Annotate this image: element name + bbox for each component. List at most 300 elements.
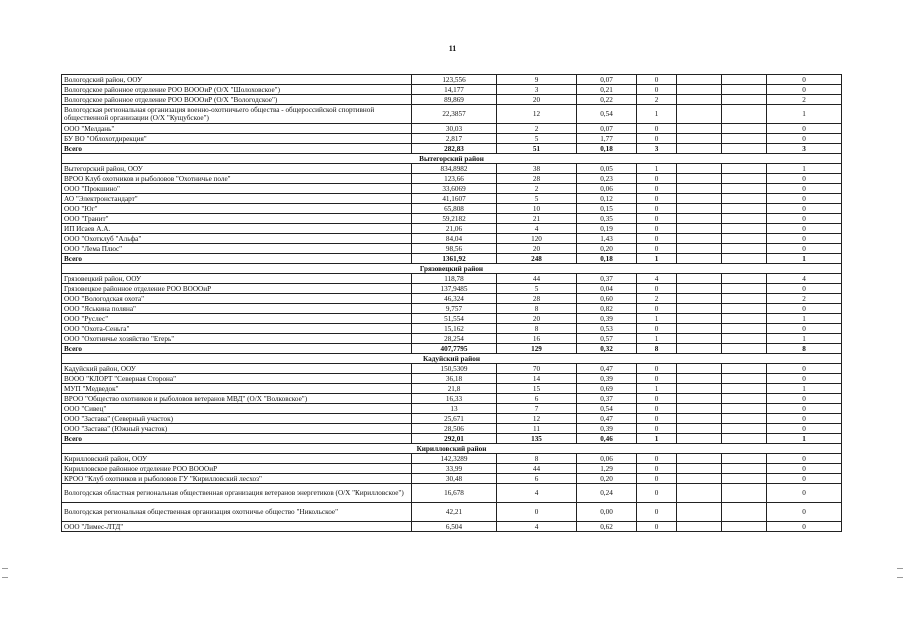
count-cell: 11 — [497, 424, 577, 434]
table-row — [62, 204, 842, 214]
density-cell: 0,07 — [577, 124, 637, 134]
density-cell: 1,29 — [577, 464, 637, 474]
value-d-cell: 0 — [767, 204, 842, 214]
section-title: Кирилловский район — [62, 444, 842, 454]
area-cell: 137,9485 — [412, 284, 497, 294]
area-cell: 28,254 — [412, 334, 497, 344]
value-b-cell — [677, 394, 722, 404]
table-row — [62, 95, 842, 105]
organization-name-cell: Всего — [62, 434, 412, 444]
section-header-row — [62, 444, 842, 454]
value-a-cell: 0 — [637, 454, 677, 464]
organization-name-cell: ООО "Руслес" — [62, 314, 412, 324]
value-d-cell: 0 — [767, 124, 842, 134]
value-c-cell — [722, 394, 767, 404]
organization-name-cell: АО "Электронстандарт" — [62, 194, 412, 204]
area-cell: 42,21 — [412, 503, 497, 522]
density-cell: 0,06 — [577, 184, 637, 194]
density-cell: 0,37 — [577, 274, 637, 284]
value-c-cell — [722, 85, 767, 95]
organization-name-cell: ИП Исаев А.А. — [62, 224, 412, 234]
value-d-cell: 0 — [767, 374, 842, 384]
count-cell: 12 — [497, 414, 577, 424]
value-d-cell: 2 — [767, 95, 842, 105]
organization-name-cell: ООО "Вологодская охота" — [62, 294, 412, 304]
value-b-cell — [677, 184, 722, 194]
value-d-cell: 0 — [767, 404, 842, 414]
scan-margin-mark-right — [897, 568, 903, 578]
value-a-cell: 0 — [637, 85, 677, 95]
table-row — [62, 124, 842, 134]
count-cell: 20 — [497, 314, 577, 324]
area-cell: 282,83 — [412, 144, 497, 154]
value-c-cell — [722, 484, 767, 503]
value-d-cell: 1 — [767, 314, 842, 324]
table-row — [62, 404, 842, 414]
table-body — [62, 75, 842, 532]
count-cell: 38 — [497, 164, 577, 174]
density-cell: 0,46 — [577, 434, 637, 444]
value-c-cell — [722, 174, 767, 184]
density-cell: 0,07 — [577, 75, 637, 85]
count-cell: 16 — [497, 334, 577, 344]
count-cell: 4 — [497, 224, 577, 234]
count-cell: 2 — [497, 124, 577, 134]
area-cell: 1361,92 — [412, 254, 497, 264]
value-d-cell: 0 — [767, 174, 842, 184]
value-a-cell: 0 — [637, 522, 677, 532]
value-a-cell: 1 — [637, 314, 677, 324]
value-d-cell: 0 — [767, 214, 842, 224]
table-row — [62, 474, 842, 484]
area-cell: 22,3857 — [412, 105, 497, 124]
value-b-cell — [677, 384, 722, 394]
table-row — [62, 484, 842, 503]
organization-name-cell: Грязовецкое районное отделение РОО ВОООиР — [62, 284, 412, 294]
table-row — [62, 414, 842, 424]
value-d-cell: 0 — [767, 184, 842, 194]
density-cell: 0,57 — [577, 334, 637, 344]
count-cell: 44 — [497, 274, 577, 284]
area-cell: 30,48 — [412, 474, 497, 484]
value-b-cell — [677, 414, 722, 424]
value-c-cell — [722, 214, 767, 224]
area-cell: 123,556 — [412, 75, 497, 85]
value-d-cell: 0 — [767, 284, 842, 294]
value-c-cell — [722, 434, 767, 444]
table-row — [62, 304, 842, 314]
organization-name-cell: МУП "Медведок" — [62, 384, 412, 394]
table-row — [62, 105, 842, 124]
value-a-cell: 0 — [637, 124, 677, 134]
organization-name-cell: ООО "Лема Плюс" — [62, 244, 412, 254]
value-d-cell: 0 — [767, 75, 842, 85]
value-d-cell: 0 — [767, 414, 842, 424]
value-b-cell — [677, 85, 722, 95]
value-b-cell — [677, 304, 722, 314]
value-c-cell — [722, 414, 767, 424]
value-c-cell — [722, 464, 767, 474]
value-d-cell: 0 — [767, 503, 842, 522]
area-cell: 28,506 — [412, 424, 497, 434]
organization-name-cell: ООО "Прокшино" — [62, 184, 412, 194]
value-a-cell: 0 — [637, 374, 677, 384]
organization-name-cell: Всего — [62, 144, 412, 154]
table-row — [62, 324, 842, 334]
count-cell: 20 — [497, 244, 577, 254]
value-a-cell: 1 — [637, 434, 677, 444]
organization-name-cell: ВООО "КЛОРТ "Северная Сторона" — [62, 374, 412, 384]
organization-name-cell: ООО "Юг" — [62, 204, 412, 214]
value-d-cell: 2 — [767, 294, 842, 304]
count-cell: 2 — [497, 184, 577, 194]
count-cell: 248 — [497, 254, 577, 264]
count-cell: 8 — [497, 454, 577, 464]
value-b-cell — [677, 124, 722, 134]
area-cell: 15,162 — [412, 324, 497, 334]
section-header-row — [62, 354, 842, 364]
table-row — [62, 522, 842, 532]
value-c-cell — [722, 144, 767, 154]
value-c-cell — [722, 324, 767, 334]
value-d-cell: 0 — [767, 304, 842, 314]
area-cell: 89,869 — [412, 95, 497, 105]
count-cell: 14 — [497, 374, 577, 384]
density-cell: 0,20 — [577, 244, 637, 254]
value-c-cell — [722, 105, 767, 124]
value-d-cell: 1 — [767, 334, 842, 344]
table-row — [62, 394, 842, 404]
value-a-cell: 0 — [637, 134, 677, 144]
density-cell: 0,32 — [577, 344, 637, 354]
value-c-cell — [722, 304, 767, 314]
area-cell: 21,06 — [412, 224, 497, 234]
organization-name-cell: ООО "Охотклуб "Альфа" — [62, 234, 412, 244]
value-a-cell: 0 — [637, 414, 677, 424]
count-cell: 0 — [497, 503, 577, 522]
value-d-cell: 0 — [767, 364, 842, 374]
table-row — [62, 314, 842, 324]
table-row — [62, 234, 842, 244]
value-a-cell: 0 — [637, 464, 677, 474]
density-cell: 0,47 — [577, 414, 637, 424]
value-d-cell: 0 — [767, 224, 842, 234]
area-cell: 30,03 — [412, 124, 497, 134]
value-a-cell: 0 — [637, 284, 677, 294]
table-row — [62, 174, 842, 184]
value-c-cell — [722, 204, 767, 214]
count-cell: 20 — [497, 95, 577, 105]
value-a-cell: 0 — [637, 474, 677, 484]
count-cell: 7 — [497, 404, 577, 414]
value-a-cell: 1 — [637, 105, 677, 124]
density-cell: 1,43 — [577, 234, 637, 244]
count-cell: 120 — [497, 234, 577, 244]
value-c-cell — [722, 184, 767, 194]
organization-name-cell: Грязовецкий район, ООУ — [62, 274, 412, 284]
density-cell: 0,37 — [577, 394, 637, 404]
value-b-cell — [677, 134, 722, 144]
total-row — [62, 344, 842, 354]
value-a-cell: 0 — [637, 304, 677, 314]
table-row — [62, 454, 842, 464]
value-d-cell: 1 — [767, 434, 842, 444]
area-cell: 84,04 — [412, 234, 497, 244]
area-cell: 834,8982 — [412, 164, 497, 174]
count-cell: 21 — [497, 214, 577, 224]
value-b-cell — [677, 324, 722, 334]
value-b-cell — [677, 434, 722, 444]
value-b-cell — [677, 454, 722, 464]
value-d-cell: 0 — [767, 454, 842, 464]
value-d-cell: 0 — [767, 464, 842, 474]
value-b-cell — [677, 105, 722, 124]
density-cell: 0,18 — [577, 254, 637, 264]
value-a-cell: 0 — [637, 75, 677, 85]
table-row — [62, 384, 842, 394]
count-cell: 15 — [497, 384, 577, 394]
count-cell: 9 — [497, 75, 577, 85]
value-c-cell — [722, 234, 767, 244]
value-d-cell: 0 — [767, 522, 842, 532]
value-d-cell: 0 — [767, 134, 842, 144]
value-b-cell — [677, 224, 722, 234]
density-cell: 0,53 — [577, 324, 637, 334]
count-cell: 8 — [497, 324, 577, 334]
area-cell: 33,99 — [412, 464, 497, 474]
value-a-cell: 4 — [637, 274, 677, 284]
total-row — [62, 144, 842, 154]
value-d-cell: 1 — [767, 384, 842, 394]
area-cell: 13 — [412, 404, 497, 414]
value-c-cell — [722, 164, 767, 174]
organization-name-cell: Всего — [62, 254, 412, 264]
value-b-cell — [677, 244, 722, 254]
organization-name-cell: Вологодский район, ООУ — [62, 75, 412, 85]
area-cell: 41,1607 — [412, 194, 497, 204]
total-row — [62, 254, 842, 264]
organization-name-cell: ВРОО "Общество охотников и рыболовов ветеранов МВД" (О/Х "Волковское") — [62, 394, 412, 404]
value-a-cell: 0 — [637, 224, 677, 234]
value-c-cell — [722, 284, 767, 294]
density-cell: 0,05 — [577, 164, 637, 174]
value-a-cell: 0 — [637, 214, 677, 224]
table-row — [62, 164, 842, 174]
count-cell: 51 — [497, 144, 577, 154]
value-a-cell: 0 — [637, 324, 677, 334]
organization-name-cell: Вологодская региональная организация военно-охотничьего общества - общероссийской спортивной общественной организации (О/Х "Кущубское") — [62, 105, 412, 124]
scan-margin-mark-left — [2, 568, 8, 578]
density-cell: 0,60 — [577, 294, 637, 304]
value-c-cell — [722, 334, 767, 344]
value-a-cell: 1 — [637, 164, 677, 174]
value-b-cell — [677, 364, 722, 374]
page-number: 11 — [448, 44, 457, 53]
table-row — [62, 244, 842, 254]
value-c-cell — [722, 294, 767, 304]
count-cell: 44 — [497, 464, 577, 474]
value-b-cell — [677, 334, 722, 344]
value-c-cell — [722, 134, 767, 144]
density-cell: 0,54 — [577, 404, 637, 414]
area-cell: 59,2182 — [412, 214, 497, 224]
density-cell: 0,00 — [577, 503, 637, 522]
value-a-cell: 0 — [637, 503, 677, 522]
area-cell: 14,177 — [412, 85, 497, 95]
area-cell: 123,66 — [412, 174, 497, 184]
value-d-cell: 0 — [767, 324, 842, 334]
organization-name-cell: ООО "Гранит" — [62, 214, 412, 224]
area-cell: 51,554 — [412, 314, 497, 324]
value-b-cell — [677, 503, 722, 522]
value-d-cell: 0 — [767, 244, 842, 254]
density-cell: 0,12 — [577, 194, 637, 204]
area-cell: 16,678 — [412, 484, 497, 503]
value-c-cell — [722, 424, 767, 434]
value-a-cell: 1 — [637, 254, 677, 264]
value-b-cell — [677, 424, 722, 434]
value-a-cell: 8 — [637, 344, 677, 354]
organization-name-cell: ООО "Мелдань" — [62, 124, 412, 134]
density-cell: 1,77 — [577, 134, 637, 144]
value-b-cell — [677, 204, 722, 214]
value-b-cell — [677, 144, 722, 154]
value-d-cell: 1 — [767, 105, 842, 124]
value-b-cell — [677, 344, 722, 354]
value-d-cell: 0 — [767, 394, 842, 404]
organization-name-cell: КРОО "Клуб охотников и рыболовов ГУ "Кирилловский лесхоз" — [62, 474, 412, 484]
value-b-cell — [677, 164, 722, 174]
value-b-cell — [677, 522, 722, 532]
organization-name-cell: Кадуйский район, ООУ — [62, 364, 412, 374]
organization-name-cell: ВРОО Клуб охотников и рыболовов "Охотничье поле" — [62, 174, 412, 184]
value-a-cell: 0 — [637, 204, 677, 214]
value-a-cell: 2 — [637, 294, 677, 304]
table-row — [62, 214, 842, 224]
count-cell: 28 — [497, 294, 577, 304]
density-cell: 0,82 — [577, 304, 637, 314]
density-cell: 0,23 — [577, 174, 637, 184]
count-cell: 3 — [497, 85, 577, 95]
count-cell: 6 — [497, 474, 577, 484]
density-cell: 0,06 — [577, 454, 637, 464]
table-row — [62, 85, 842, 95]
value-d-cell: 0 — [767, 474, 842, 484]
density-cell: 0,15 — [577, 204, 637, 214]
value-d-cell: 0 — [767, 424, 842, 434]
density-cell: 0,18 — [577, 144, 637, 154]
value-c-cell — [722, 254, 767, 264]
density-cell: 0,35 — [577, 214, 637, 224]
table-row — [62, 75, 842, 85]
organization-name-cell: ООО "Охотничье хозяйство "Егерь" — [62, 334, 412, 344]
area-cell: 9,757 — [412, 304, 497, 314]
value-d-cell: 8 — [767, 344, 842, 354]
area-cell: 407,7795 — [412, 344, 497, 354]
value-d-cell: 0 — [767, 234, 842, 244]
value-a-cell: 0 — [637, 174, 677, 184]
density-cell: 0,39 — [577, 424, 637, 434]
density-cell: 0,54 — [577, 105, 637, 124]
value-c-cell — [722, 522, 767, 532]
table-row — [62, 194, 842, 204]
value-d-cell: 0 — [767, 484, 842, 503]
value-c-cell — [722, 364, 767, 374]
count-cell: 5 — [497, 194, 577, 204]
density-cell: 0,20 — [577, 474, 637, 484]
value-a-cell: 3 — [637, 144, 677, 154]
count-cell: 10 — [497, 204, 577, 214]
area-cell: 2,817 — [412, 134, 497, 144]
value-c-cell — [722, 314, 767, 324]
count-cell: 5 — [497, 134, 577, 144]
area-cell: 150,5309 — [412, 364, 497, 374]
value-c-cell — [722, 95, 767, 105]
area-cell: 16,33 — [412, 394, 497, 404]
count-cell: 8 — [497, 304, 577, 314]
organization-name-cell: Вологодская областная региональная общественная организация ветеранов энергетиков (О/Х "Кирилловское") — [62, 484, 412, 503]
count-cell: 70 — [497, 364, 577, 374]
area-cell: 98,56 — [412, 244, 497, 254]
area-cell: 142,3289 — [412, 454, 497, 464]
organization-name-cell: Кирилловский район, ООУ — [62, 454, 412, 464]
density-cell: 0,47 — [577, 364, 637, 374]
value-d-cell: 0 — [767, 194, 842, 204]
section-title: Вытегорский район — [62, 154, 842, 164]
value-c-cell — [722, 454, 767, 464]
table-row — [62, 294, 842, 304]
count-cell: 12 — [497, 105, 577, 124]
value-a-cell: 0 — [637, 234, 677, 244]
value-a-cell: 0 — [637, 184, 677, 194]
density-cell: 0,19 — [577, 224, 637, 234]
value-c-cell — [722, 404, 767, 414]
table-row — [62, 134, 842, 144]
value-d-cell: 1 — [767, 254, 842, 264]
value-d-cell: 4 — [767, 274, 842, 284]
table-row — [62, 274, 842, 284]
value-b-cell — [677, 214, 722, 224]
table-row — [62, 464, 842, 474]
table-row — [62, 284, 842, 294]
count-cell: 6 — [497, 394, 577, 404]
count-cell: 4 — [497, 484, 577, 503]
organization-name-cell: БУ ВО "Облохотдирекция" — [62, 134, 412, 144]
density-cell: 0,69 — [577, 384, 637, 394]
value-b-cell — [677, 274, 722, 284]
density-cell: 0,24 — [577, 484, 637, 503]
organization-name-cell: ООО "Сивец" — [62, 404, 412, 414]
organization-name-cell: ООО "Яськина поляна" — [62, 304, 412, 314]
count-cell: 28 — [497, 174, 577, 184]
area-cell: 36,18 — [412, 374, 497, 384]
area-cell: 25,671 — [412, 414, 497, 424]
table-row — [62, 374, 842, 384]
value-c-cell — [722, 224, 767, 234]
value-c-cell — [722, 274, 767, 284]
value-d-cell: 1 — [767, 164, 842, 174]
table-row — [62, 424, 842, 434]
density-cell: 0,62 — [577, 522, 637, 532]
value-b-cell — [677, 294, 722, 304]
table-row — [62, 503, 842, 522]
table-row — [62, 184, 842, 194]
organization-name-cell: ООО "Застава" (Северный участок) — [62, 414, 412, 424]
density-cell: 0,39 — [577, 374, 637, 384]
value-b-cell — [677, 194, 722, 204]
organization-name-cell: ООО "Охота-Сеньга" — [62, 324, 412, 334]
table-row — [62, 224, 842, 234]
